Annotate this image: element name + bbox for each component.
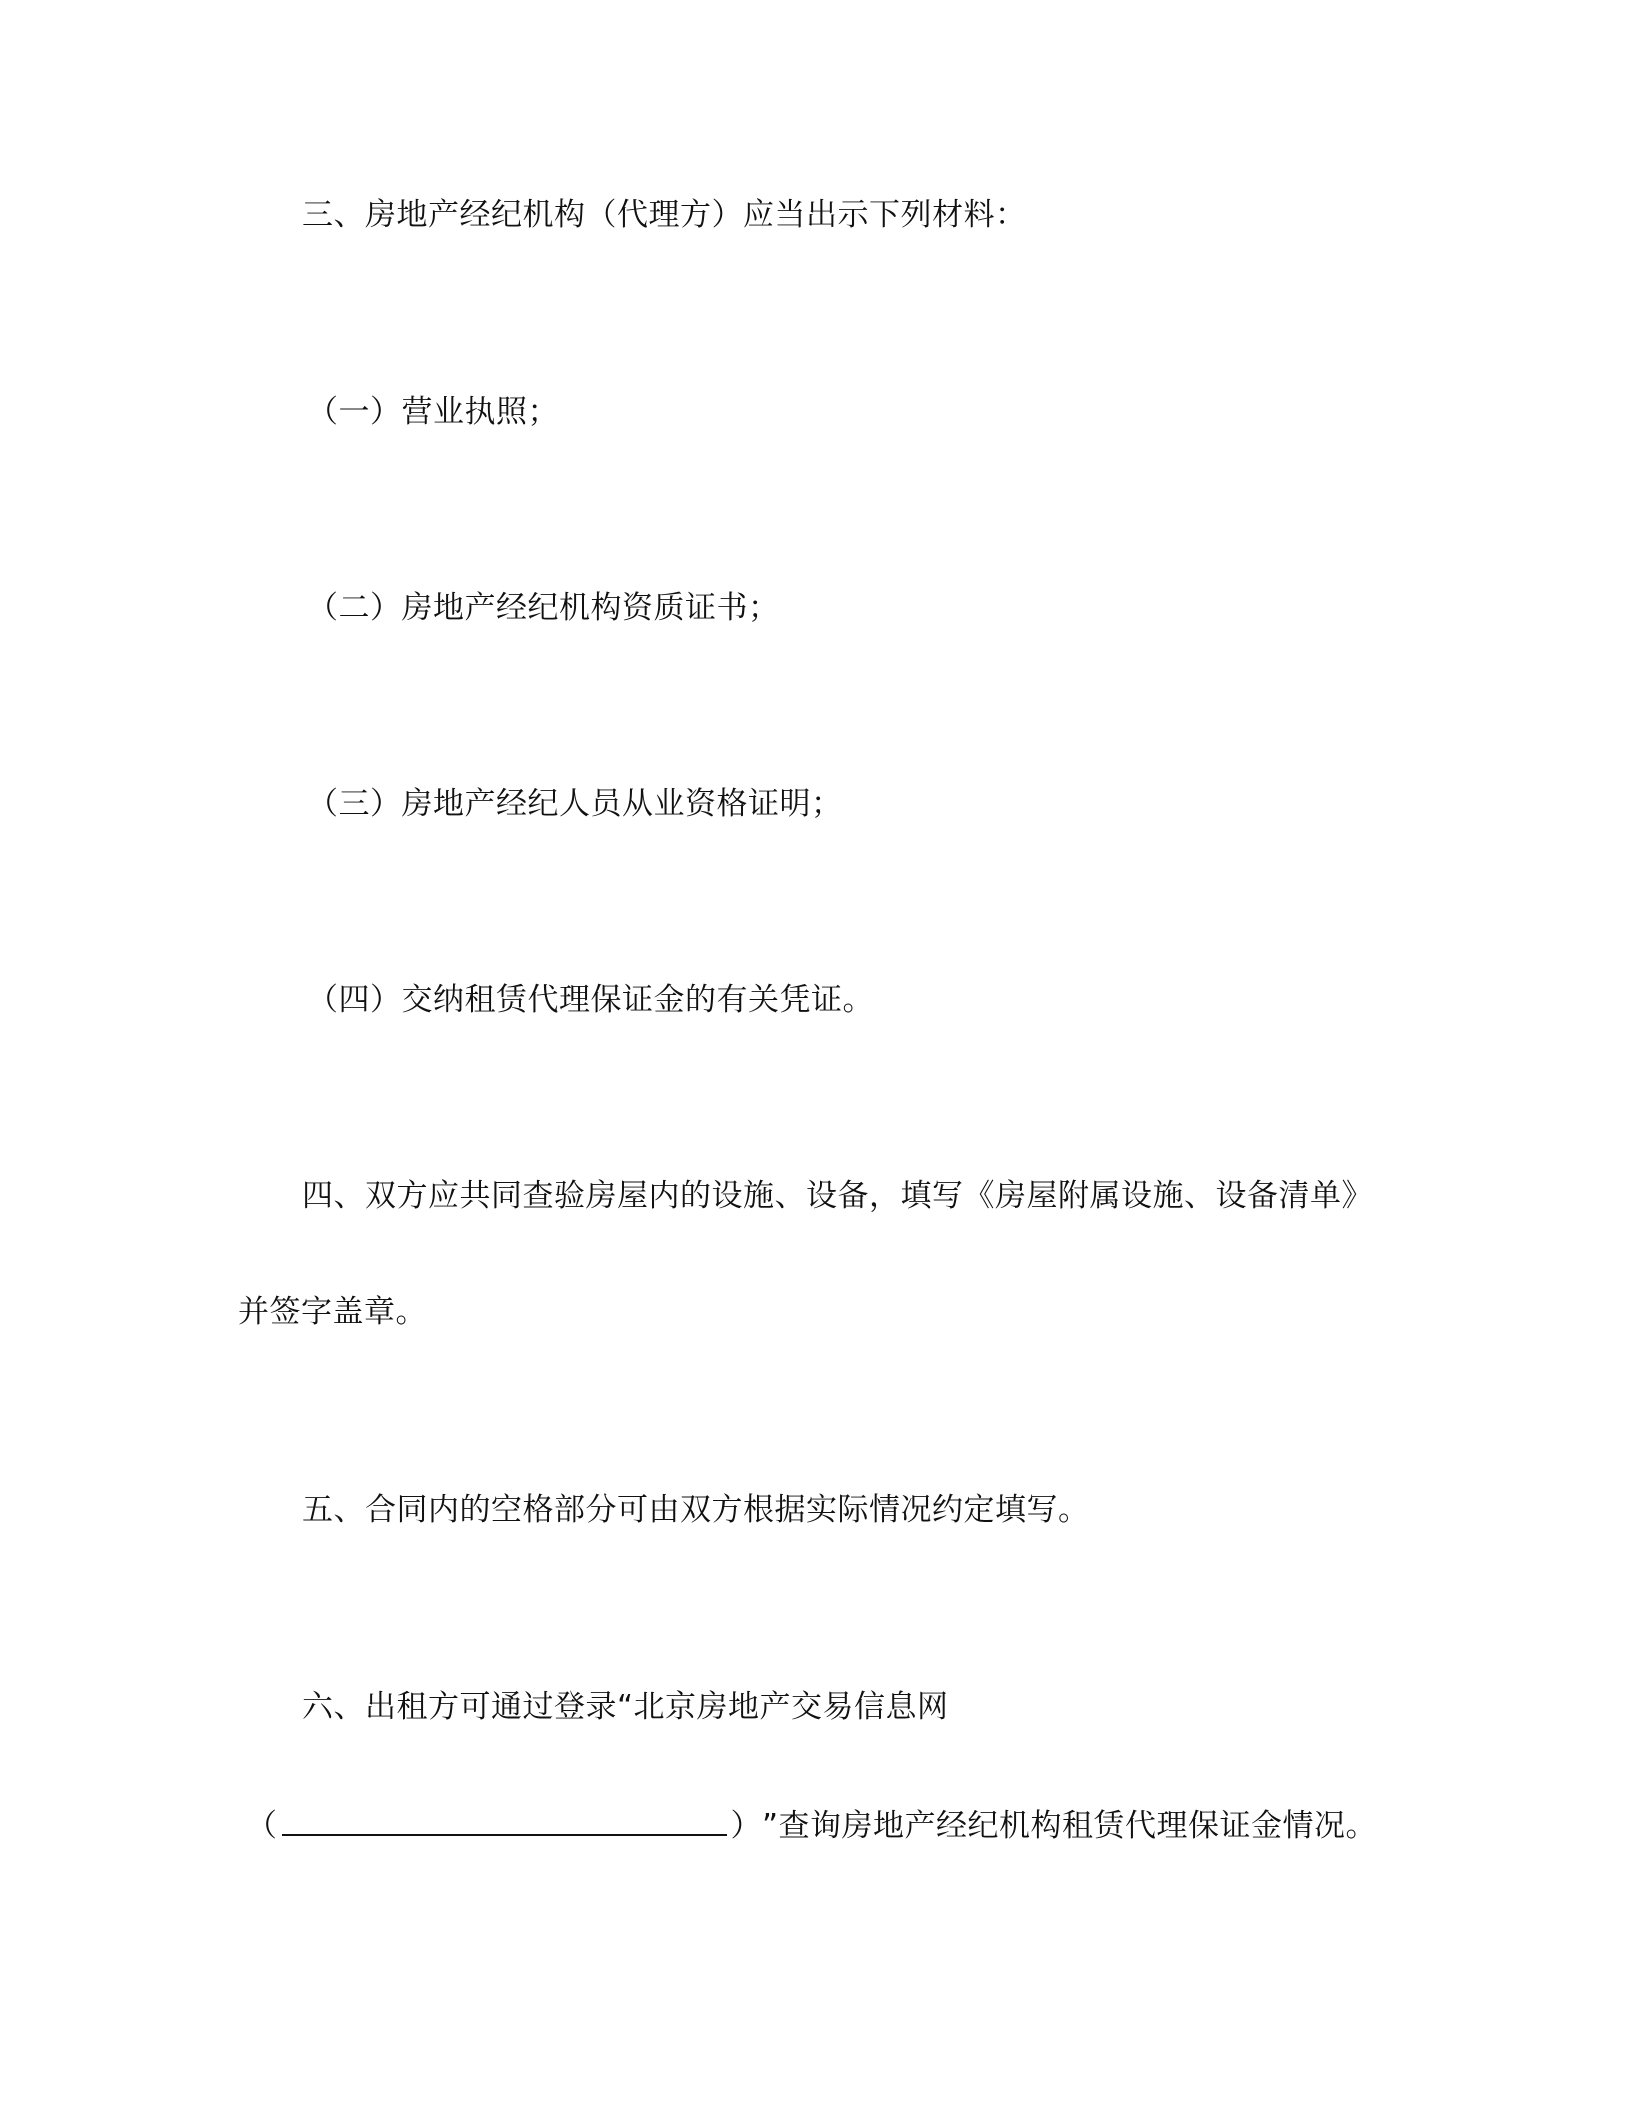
- item-6-line-2: [246, 1804, 1377, 1846]
- item-3-sub-3: （三）房地产经纪人员从业资格证明；: [307, 786, 843, 822]
- item-4-line-2: 并签字盖章。: [238, 1294, 427, 1330]
- close-parenthesis: ）: [730, 1808, 762, 1844]
- item-3-sub-1: （一）营业执照；: [307, 394, 559, 430]
- item-6-line-2-text: ”查询房地产经纪机构租赁代理保证金情况。: [762, 1808, 1378, 1844]
- open-parenthesis: （: [246, 1808, 278, 1844]
- item-3-sub-4: （四）交纳租赁代理保证金的有关凭证。: [307, 982, 874, 1018]
- url-blank-field: [282, 1804, 727, 1836]
- item-4-line-1: 四、双方应共同查验房屋内的设施、设备，填写《房屋附属设施、设备清单》: [302, 1178, 1373, 1214]
- item-5: 五、合同内的空格部分可由双方根据实际情况约定填写。: [302, 1492, 1090, 1528]
- item-3-sub-2: （二）房地产经纪机构资质证书；: [307, 590, 780, 626]
- item-6-line-1: 六、出租方可通过登录“北京房地产交易信息网: [302, 1689, 949, 1725]
- item-3-heading: 三、房地产经纪机构（代理方）应当出示下列材料：: [302, 197, 1027, 233]
